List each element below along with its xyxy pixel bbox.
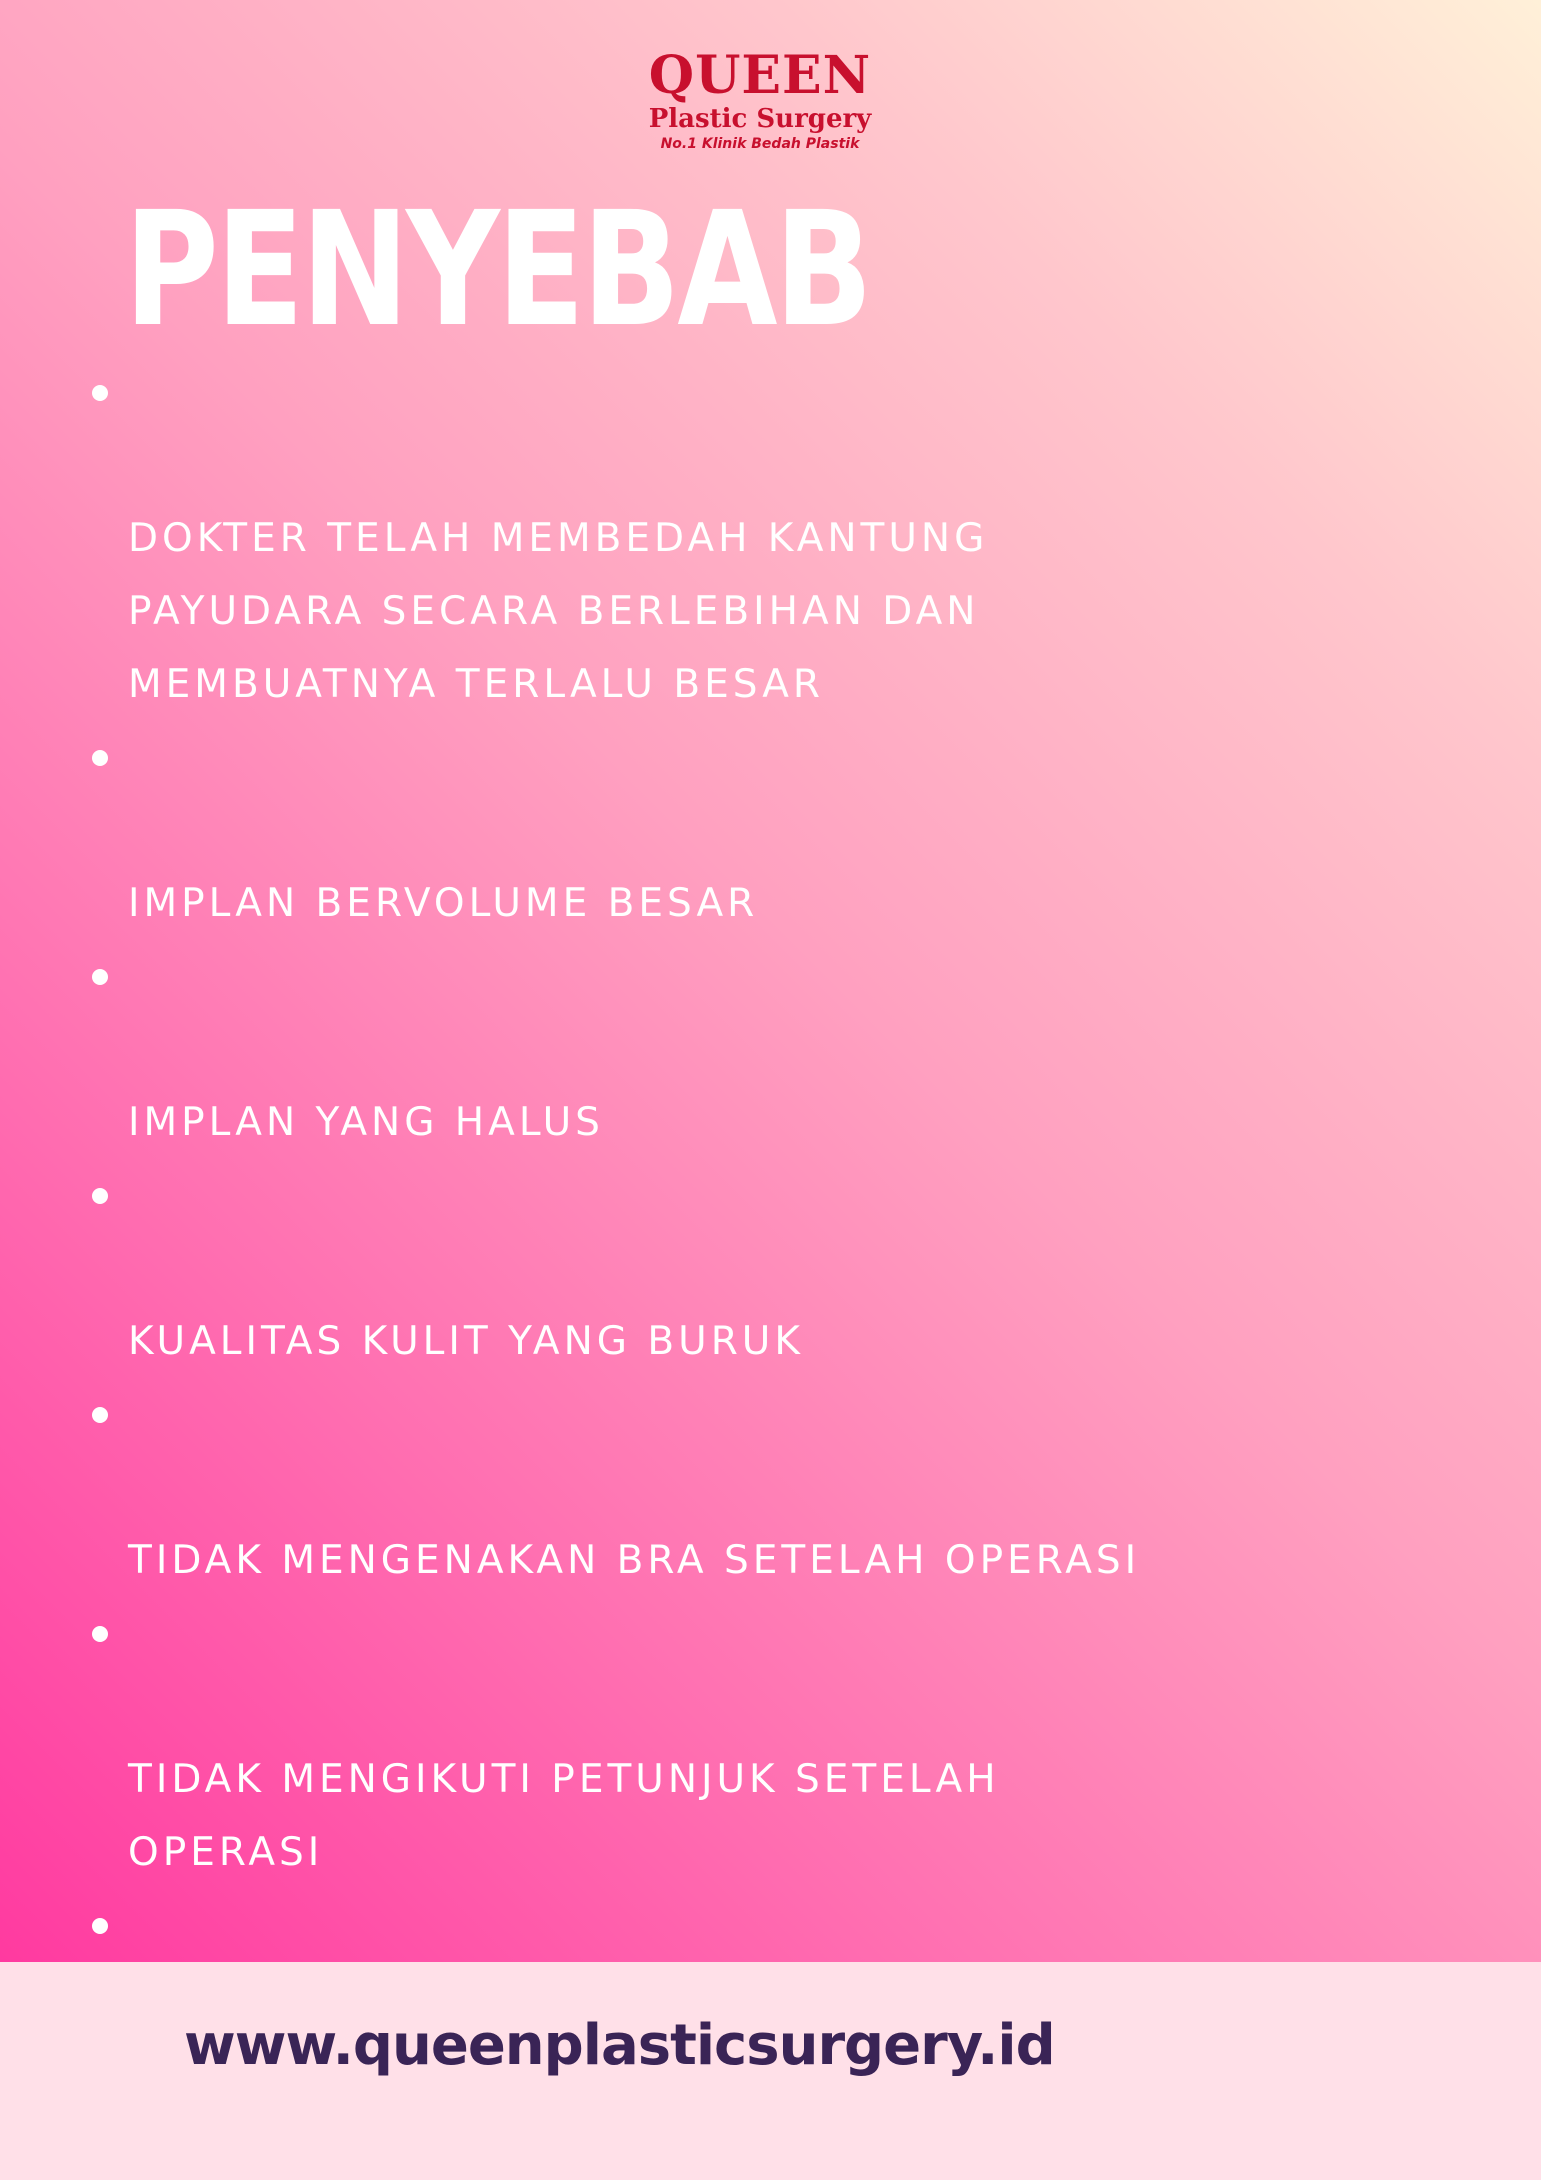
cause-text: KUALITAS KULIT YANG BURUK xyxy=(128,1319,804,1364)
logo-name: QUEEN xyxy=(648,45,872,106)
clinic-logo xyxy=(620,45,900,154)
cause-item xyxy=(128,721,1368,940)
footer xyxy=(0,1962,1541,2180)
cause-item xyxy=(128,1889,1368,1962)
bullet-icon xyxy=(92,750,108,766)
cause-item xyxy=(128,1378,1368,1597)
cause-text: DOKTER TELAH MEMBEDAH KANTUNG PAYUDARA SECARA BERLEBIHAN DAN MEMBUATNYA TERLALU BESAR xyxy=(128,516,989,707)
cause-text: IMPLAN BERVOLUME BESAR xyxy=(128,881,759,926)
bullet-icon xyxy=(92,1626,108,1642)
bullet-icon xyxy=(92,1918,108,1934)
bullet-icon xyxy=(92,1407,108,1423)
website-link[interactable]: www.queenplasticsurgery.id xyxy=(184,2013,1055,2078)
causes-list xyxy=(128,356,1368,1962)
cause-item xyxy=(128,356,1368,721)
cause-item xyxy=(128,1597,1368,1889)
bullet-icon xyxy=(92,1188,108,1204)
cause-text: TIDAK MENGIKUTI PETUNJUK SETELAH OPERASI xyxy=(128,1757,1000,1875)
page-title: PENYEBAB xyxy=(124,178,870,362)
cause-item xyxy=(128,940,1368,1159)
cause-text: TIDAK MENGENAKAN BRA SETELAH OPERASI xyxy=(128,1538,1141,1583)
logo-subtitle: Plastic Surgery xyxy=(648,104,872,134)
cause-text: IMPLAN YANG HALUS xyxy=(128,1100,604,1145)
logo-tagline: No.1 Klinik Bedah Plastik xyxy=(660,136,860,152)
cause-item xyxy=(128,1159,1368,1378)
bullet-icon xyxy=(92,969,108,985)
bullet-icon xyxy=(92,385,108,401)
